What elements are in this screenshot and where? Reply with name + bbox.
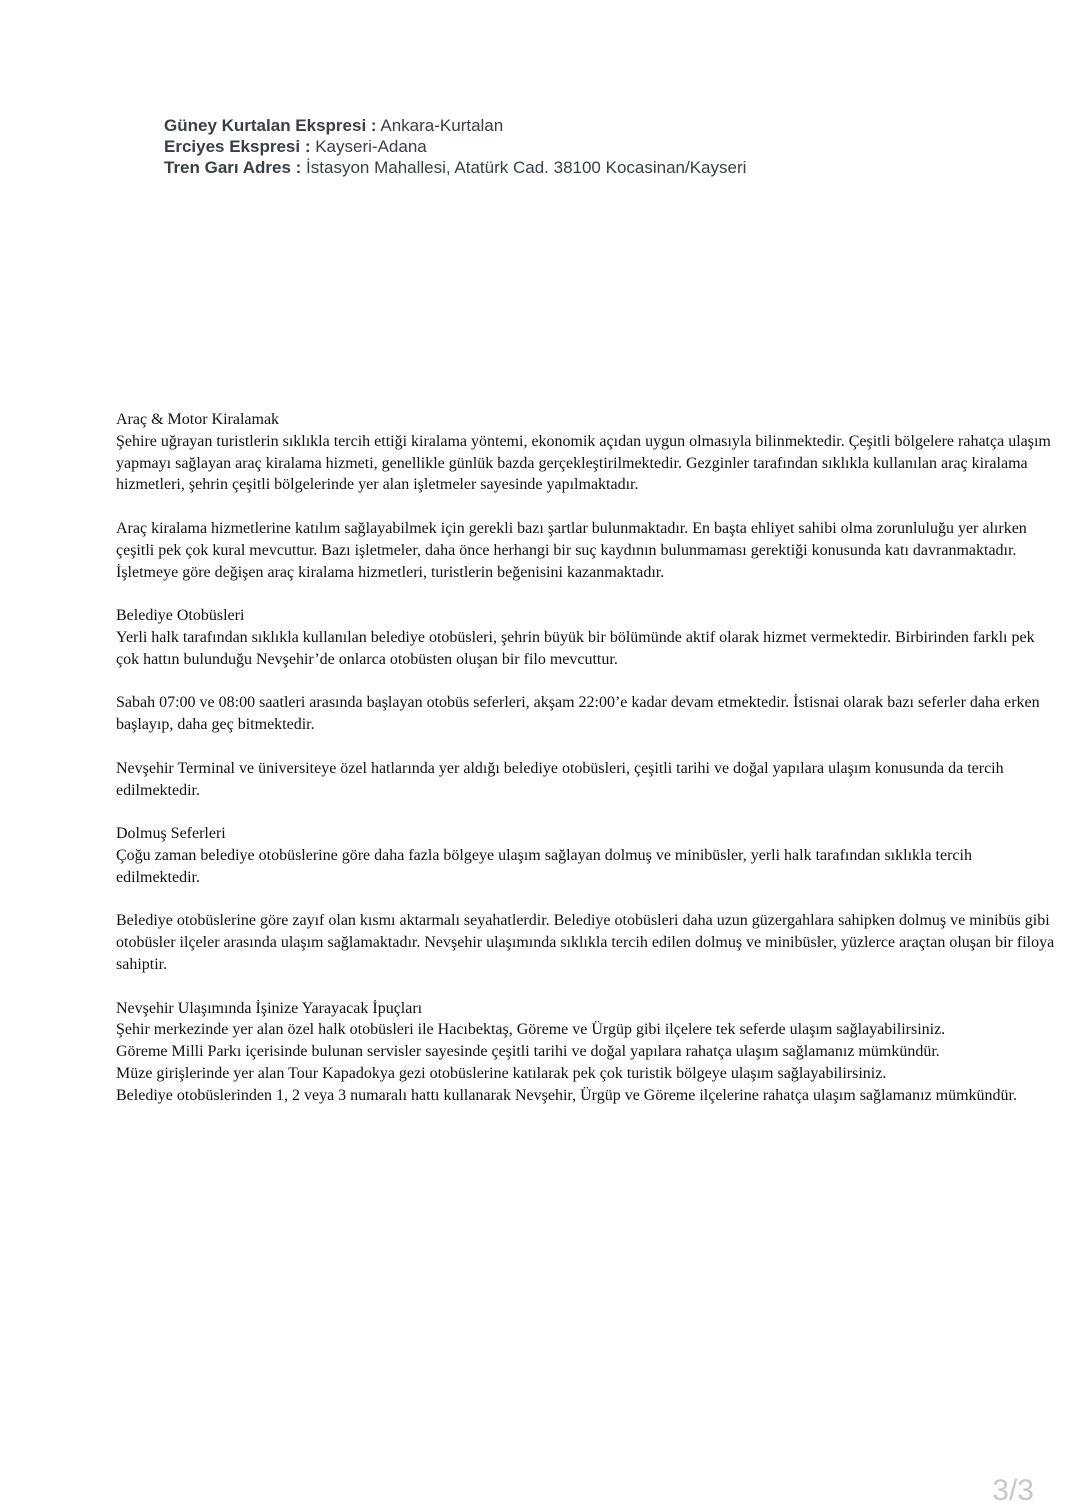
paragraph: Belediye otobüslerine göre zayıf olan kısmı aktarmalı seyahatlerdir. Belediye otobüsleri daha uzun güzergahlara sahipken dolmuş ve minibüs gibi otobüsler ilçeler arasında ulaşım sağlamaktadır. Nevşehir ulaşımında sıklıkla tercih edilen dolmuş ve minibüsler, yüzlerce araçtan oluşan bir filoya sahiptir. xyxy=(116,912,1055,973)
paragraph: Şehire uğrayan turistlerin sıklıkla tercih ettiği kiralama yöntemi, ekonomik açıdan uygun olmasıyla bilinmektedir. Çeşitli bölgelere rahatça ulaşım yapmayı sağlayan araç kiralama hizmeti, genellikle günlük bazda gerçekleştirilmektedir. Gezginler tarafından sıklıkla kullanılan araç kiralama hizmetleri, şehrin çeşitli bölgelerinde yer alan işletmeler sayesinde yapılmaktadır. xyxy=(116,432,1051,494)
section-title-tips: Nevşehir Ulaşımında İşinize Yarayacak İpuçları xyxy=(116,999,423,1017)
paragraph: Araç kiralama hizmetlerine katılım sağlayabilmek için gerekli bazı şartlar bulunmaktadır. En başta ehliyet sahibi olma zorunluluğu yer alırken çeşitli pek çok kural mevcuttur. Bazı işletmeler, daha önce herhangi bir suç kaydının bulunmaması gerektiği konusunda katı davranmaktadır. İşletmeye göre değişen araç kiralama hizmetleri, turistlerin beğenisini kazanmaktadır. xyxy=(116,519,1027,581)
train-label: Tren Garı Adres : xyxy=(164,158,302,177)
train-line-guney-kurtalan xyxy=(164,115,1044,136)
train-value: Ankara-Kurtalan xyxy=(380,116,504,135)
page-number: 3/3 xyxy=(992,1474,1034,1507)
train-station-address xyxy=(164,157,1044,178)
tip-line: Şehir merkezinde yer alan özel halk otobüsleri ile Hacıbektaş, Göreme ve Ürgüp gibi ilçelere tek seferde ulaşım sağlayabilirsiniz. xyxy=(116,1021,946,1039)
paragraph: Sabah 07:00 ve 08:00 saatleri arasında başlayan otobüs seferleri, akşam 22:00’e kadar devam etmektedir. İstisnai olarak bazı seferler daha erken başlayıp, daha geç bitmektedir. xyxy=(116,694,1040,734)
train-info-block xyxy=(164,115,1044,178)
tip-line: Belediye otobüslerinden 1, 2 veya 3 numaralı hattı kullanarak Nevşehir, Ürgüp ve Göreme ilçelerine rahatça ulaşım sağlamanız mümkündür. xyxy=(116,1086,1017,1104)
paragraph: Yerli halk tarafından sıklıkla kullanılan belediye otobüsleri, şehrin büyük bir bölümünde aktif olarak hizmet vermektedir. Birbirinden farklı pek çok hattın bulunduğu Nevşehir’de onlarca otobüsten oluşan bir filo mevcuttur. xyxy=(116,628,1035,668)
train-label: Güney Kurtalan Ekspresi : xyxy=(164,116,377,135)
paragraph: Nevşehir Terminal ve üniversiteye özel hatlarında yer aldığı belediye otobüsleri, çeşitli tarihi ve doğal yapılara ulaşım konusunda da tercih edilmektedir. xyxy=(116,759,1004,799)
train-label: Erciyes Ekspresi : xyxy=(164,137,311,156)
train-value: Kayseri-Adana xyxy=(315,137,427,156)
section-title-car-rental: Araç & Motor Kiralamak xyxy=(116,411,280,428)
train-value: İstasyon Mahallesi, Atatürk Cad. 38100 Kocasinan/Kayseri xyxy=(306,158,747,177)
tip-line: Göreme Milli Parkı içerisinde bulunan servisler sayesinde çeşitli tarihi ve doğal yapılara rahatça ulaşım sağlamanız mümkündür. xyxy=(116,1043,940,1061)
tip-line: Müze girişlerinde yer alan Tour Kapadokya gezi otobüslerine katılarak pek çok turistik bölgeye ulaşım sağlayabilirsiniz. xyxy=(116,1064,887,1082)
section-title-dolmus: Dolmuş Seferleri xyxy=(116,825,226,843)
train-line-erciyes xyxy=(164,136,1044,157)
section-title-municipal-buses: Belediye Otobüsleri xyxy=(116,607,245,625)
article-body xyxy=(116,409,1056,1107)
paragraph: Çoğu zaman belediye otobüslerine göre daha fazla bölgeye ulaşım sağlayan dolmuş ve minibüsler, yerli halk tarafından sıklıkla tercih edilmektedir. xyxy=(116,846,972,886)
